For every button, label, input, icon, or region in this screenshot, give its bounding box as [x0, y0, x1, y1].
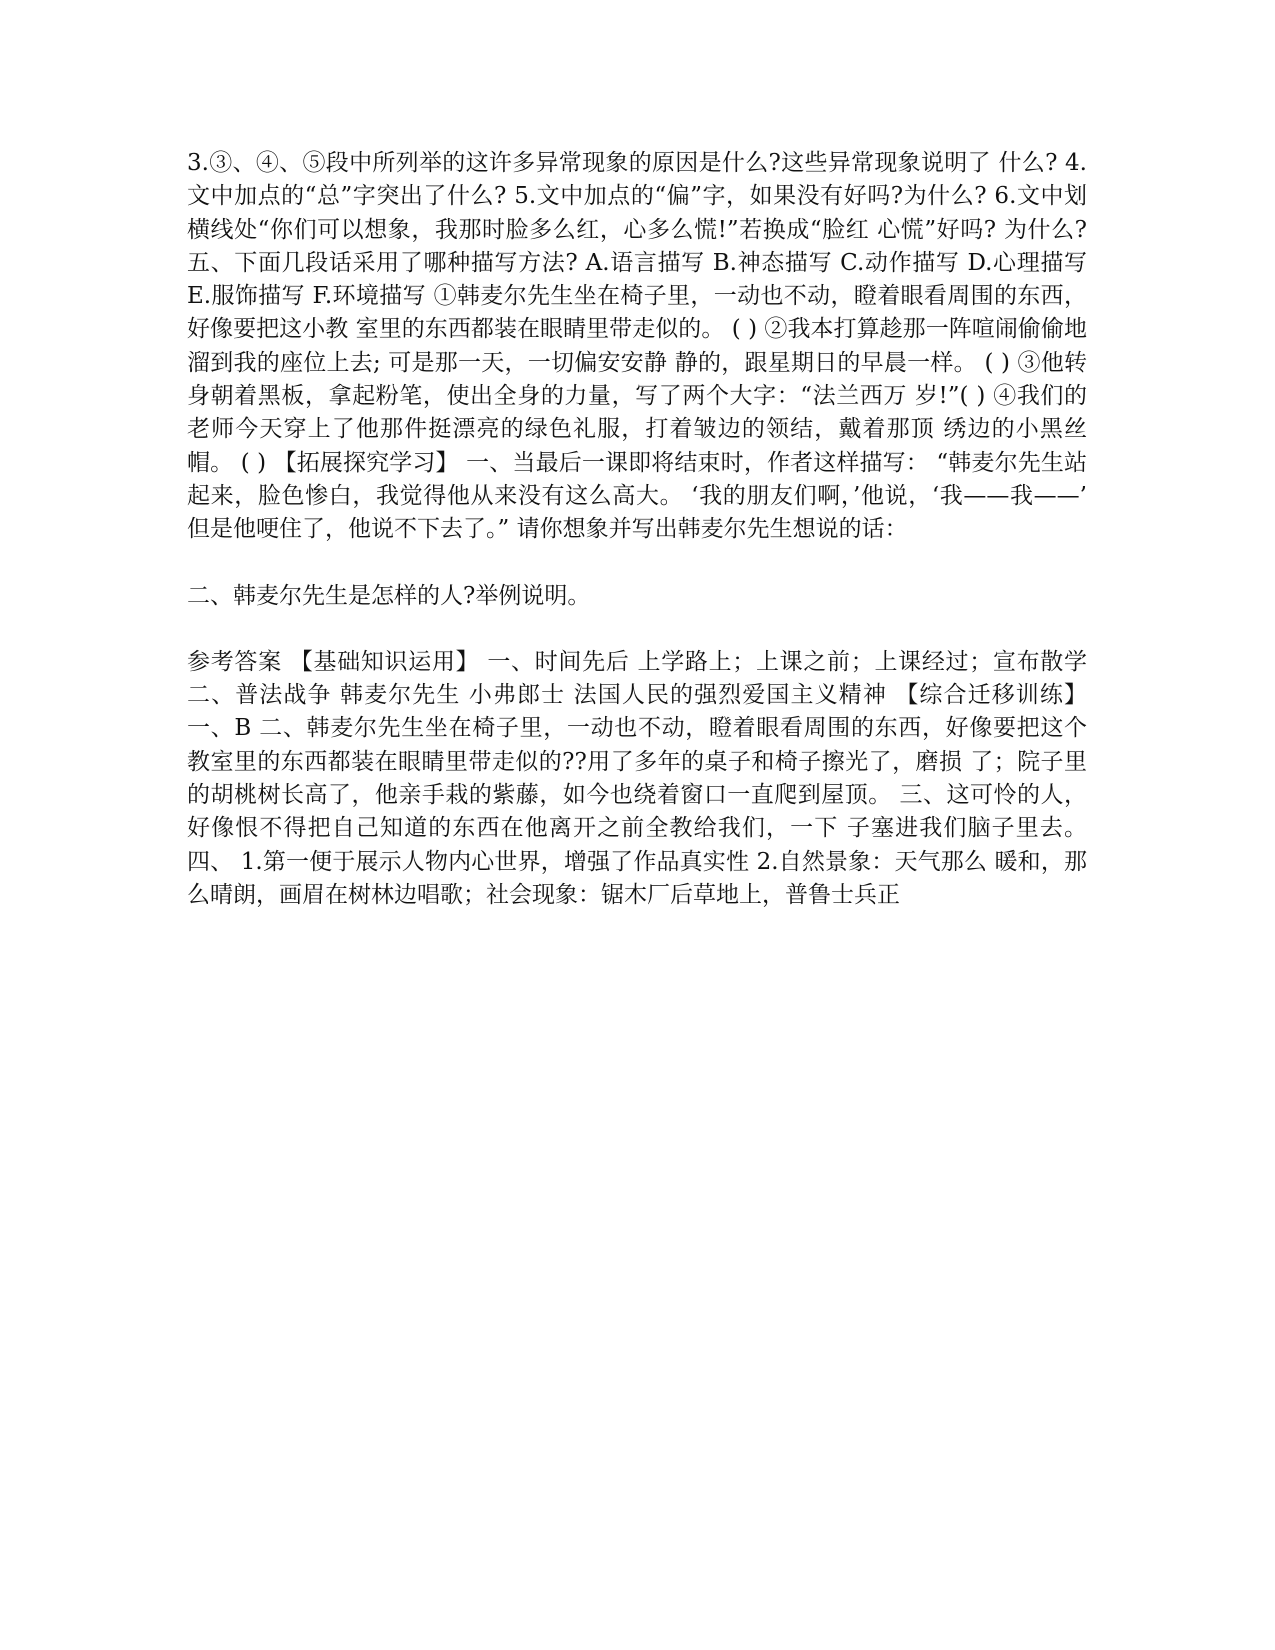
exercise-questions-paragraph: 3.③、④、⑤段中所列举的这许多异常现象的原因是什么?这些异常现象说明了 什么? 4.文中加点的“总”字突出了什么? 5.文中加点的“偏”字，如果没有好吗?为什么? 6.文中划横线处“你们可以想象，我那时脸多么红，心多么慌!”若换成“脸红 心慌”好吗? 为什么? 五、下面几段话采用了哪种描写方法? A.语言描写 B.神态描写 C.动作描写 D.心理描写 E.服饰描写 F.环境描写 ①韩麦尔先生坐在椅子里，一动也不动，瞪着眼看周围的东西，好像要把这小教 室里的东西都装在眼睛里带走似的。 ( ) ②我本打算趁那一阵喧闹偷偷地溜到我的座位上去; 可是那一天，一切偏安安静 静的，跟星期日的早晨一样。 ( ) ③他转身朝着黑板，拿起粉笔，使出全身的力量，写了两个大字：“法兰西万 岁!”( ) ④我们的老师今天穿上了他那件挺漂亮的绿色礼服，打着皱边的领结，戴着那顶 绣边的小黑丝帽。 ( ) 【拓展探究学习】 一、当最后一课即将结束时，作者这样描写： “韩麦尔先生站起来，脸色惨白，我觉得他从来没有这么高大。 ‘我的朋友们啊，’他说，‘我——我——’ 但是他哽住了，他说不下去了。” 请你想象并写出韩麦尔先生想说的话： [187, 150, 1087, 543]
answer-key-paragraph: 参考答案 【基础知识运用】 一、时间先后 上学路上；上课之前；上课经过；宣布散学 二、普法战争 韩麦尔先生 小弗郎士 法国人民的强烈爱国主义精神 【综合迁移训练】 一、B 二、韩麦尔先生坐在椅子里，一动也不动，瞪着眼看周围的东西，好像要把这个 教室里的东西都装在眼睛里带走似的??用了多年的桌子和椅子擦光了，磨损 了；院子里的胡桃树长高了，他亲手栽的紫藤，如今也绕着窗口一直爬到屋顶。 三、这可怜的人，好像恨不得把自己知道的东西在他离开之前全教给我们，一下 子塞进我们脑子里去。 四、 1.第一便于展示人物内心世界，增强了作品真实性 2.自然景象：天气那么 暖和，那么晴朗，画眉在树林边唱歌；社会现象：锯木厂后草地上，普鲁士兵正 [187, 648, 1087, 908]
document-body [187, 147, 1087, 912]
paragraph-spacer [187, 547, 1087, 580]
paragraph-spacer [187, 613, 1087, 646]
question-paragraph: 二、韩麦尔先生是怎样的人?举例说明。 [187, 582, 591, 609]
